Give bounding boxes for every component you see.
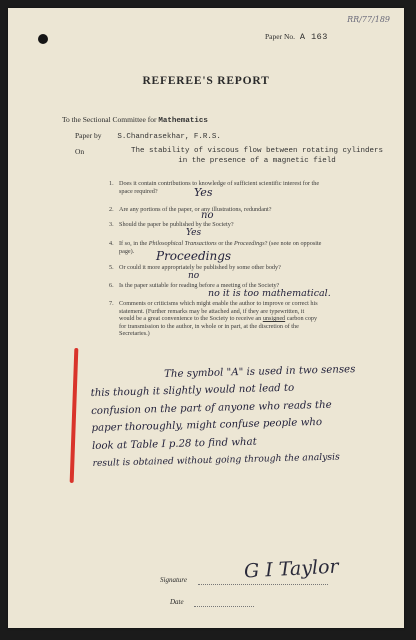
- committee-line: [62, 115, 208, 125]
- signature-line: [198, 584, 328, 585]
- paper-by-value: S.Chandrasekhar, F.R.S.: [117, 133, 221, 141]
- paper-number: [265, 32, 328, 42]
- on-label: On: [75, 147, 85, 156]
- comment-line: confusion on the part of anyone who reads the: [90, 399, 332, 417]
- archive-reference: RR/77/189: [347, 15, 390, 24]
- question-5: 5. Or could it more appropriately be published by some other body?: [109, 264, 281, 271]
- answer-1: Yes: [194, 186, 213, 199]
- paper-number-value: A 163: [299, 32, 328, 42]
- paper-by-line: [75, 131, 221, 141]
- answer-4: Proceedings: [156, 249, 232, 263]
- comment-line: result is obtained without going through the analysis: [92, 451, 340, 469]
- comment-line: this though it slightly would not lead to: [90, 383, 295, 400]
- referee-report-sheet: [8, 8, 404, 628]
- signature-label: Signature: [160, 576, 187, 584]
- report-title: REFEREE'S REPORT: [142, 75, 270, 87]
- paper-by-label: Paper by: [75, 131, 102, 140]
- paper-title-line-2: in the presence of a magnetic field: [178, 156, 336, 165]
- question-6: 6. Is the paper suitable for reading before a meeting of the Society?: [109, 282, 280, 289]
- question-3: 3. Should the paper be published by the Society?: [109, 221, 234, 228]
- answer-4-yes: Yes: [186, 228, 202, 238]
- date-label: Date: [170, 598, 184, 606]
- question-4: 4. If so, in the Philosophical Transactions or the Proceedings? (see note on opposite page).: [109, 240, 322, 255]
- paper-number-label: Paper No.: [265, 32, 295, 41]
- handwritten-comment: [90, 360, 393, 472]
- paper-title: [122, 147, 392, 166]
- comment-line: The symbol "A" is used in two senses: [164, 364, 356, 381]
- question-7: 7. Comments or criticisms which might enable the author to improve or correct his statement. (Further remarks may be attached and, if they are typewritten, it would be a great convenience to the Society to receive an unsigned carbon copy for transmission to the author, in whole or in part, at the discretion of the Secretaries.): [109, 300, 318, 338]
- answer-6: no it is too mathematical.: [208, 288, 331, 299]
- comment-line: paper thoroughly, might confuse people who: [91, 417, 323, 435]
- answer-3: no: [201, 210, 214, 221]
- committee-label: To the Sectional Committee for: [62, 115, 157, 124]
- answer-5: no: [188, 271, 200, 281]
- date-line: [194, 606, 254, 607]
- signature: G I Taylor: [243, 555, 340, 583]
- question-1: 1. Does it contain contributions to knowledge of sufficient scientific interest for the space required?: [109, 180, 320, 195]
- red-margin-mark: [70, 348, 79, 483]
- comment-line: look at Table I p.28 to find what: [91, 436, 257, 452]
- committee-value: Mathematics: [158, 117, 208, 125]
- punch-hole: [38, 34, 48, 44]
- question-2: 2. Are any portions of the paper, or any illustrations, redundant?: [109, 206, 272, 213]
- paper-title-line-1: The stability of viscous flow between rotating cylinders: [130, 147, 384, 155]
